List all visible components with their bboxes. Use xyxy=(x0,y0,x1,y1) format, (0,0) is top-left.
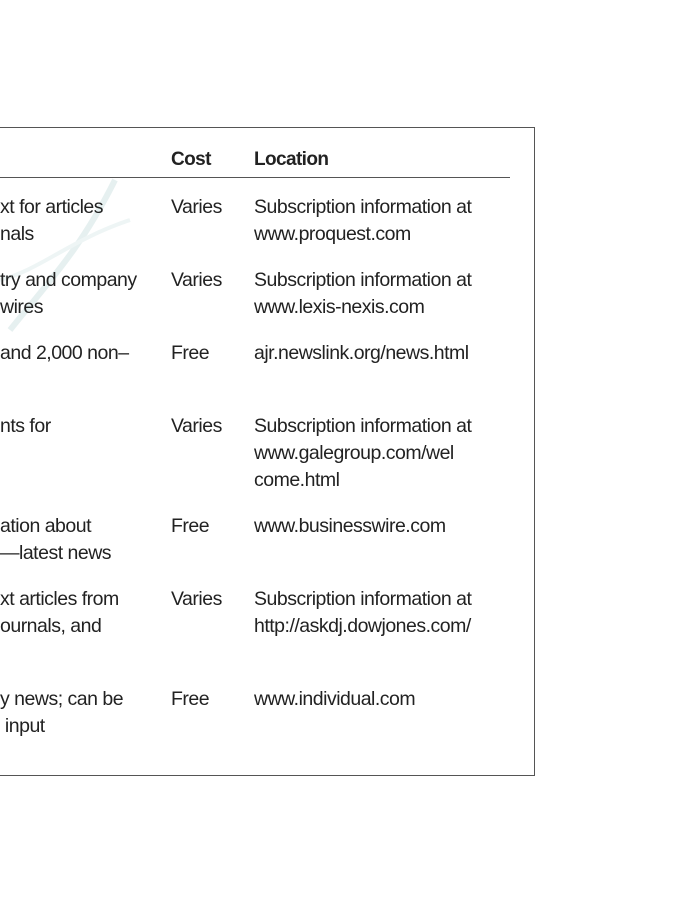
cost-cell: Free xyxy=(171,688,210,710)
cost-cell: Free xyxy=(171,515,210,537)
description-cell: xt articles from xyxy=(0,588,119,610)
location-column-header: Location xyxy=(254,149,329,170)
description-cell: ation about xyxy=(0,515,92,537)
location-cell: Subscription information at xyxy=(254,588,472,610)
cost-cell: Varies xyxy=(171,415,222,437)
cost-cell: Varies xyxy=(171,588,222,610)
description-cell: nals xyxy=(0,223,34,245)
description-cell: xt for articles xyxy=(0,196,104,218)
header-rule xyxy=(0,177,510,178)
location-link[interactable]: www.proquest.com xyxy=(254,223,411,245)
location-link[interactable]: ajr.newslink.org/news.html xyxy=(254,342,469,364)
description-cell: input xyxy=(0,715,45,737)
location-link[interactable]: http://askdj.dowjones.com/ xyxy=(254,615,471,637)
description-cell: nts for xyxy=(0,415,51,437)
location-cell: Subscription information at xyxy=(254,196,472,218)
description-cell: y news; can be xyxy=(0,688,124,710)
description-cell: try and company xyxy=(0,269,137,291)
location-link[interactable]: www.galegroup.com/wel xyxy=(254,442,454,464)
description-cell: and 2,000 non– xyxy=(0,342,129,364)
cost-column-header: Cost xyxy=(171,149,211,170)
location-link[interactable]: come.html xyxy=(254,469,340,491)
location-cell: Subscription information at xyxy=(254,269,472,291)
location-link[interactable]: www.businesswire.com xyxy=(254,515,446,537)
location-cell: Subscription information at xyxy=(254,415,472,437)
description-cell: ournals, and xyxy=(0,615,102,637)
description-cell: —latest news xyxy=(0,542,112,564)
cost-cell: Varies xyxy=(171,196,222,218)
cost-cell: Free xyxy=(171,342,210,364)
location-link[interactable]: www.lexis-nexis.com xyxy=(254,296,425,318)
location-link[interactable]: www.individual.com xyxy=(254,688,416,710)
cost-cell: Varies xyxy=(171,269,222,291)
description-cell: wires xyxy=(0,296,44,318)
